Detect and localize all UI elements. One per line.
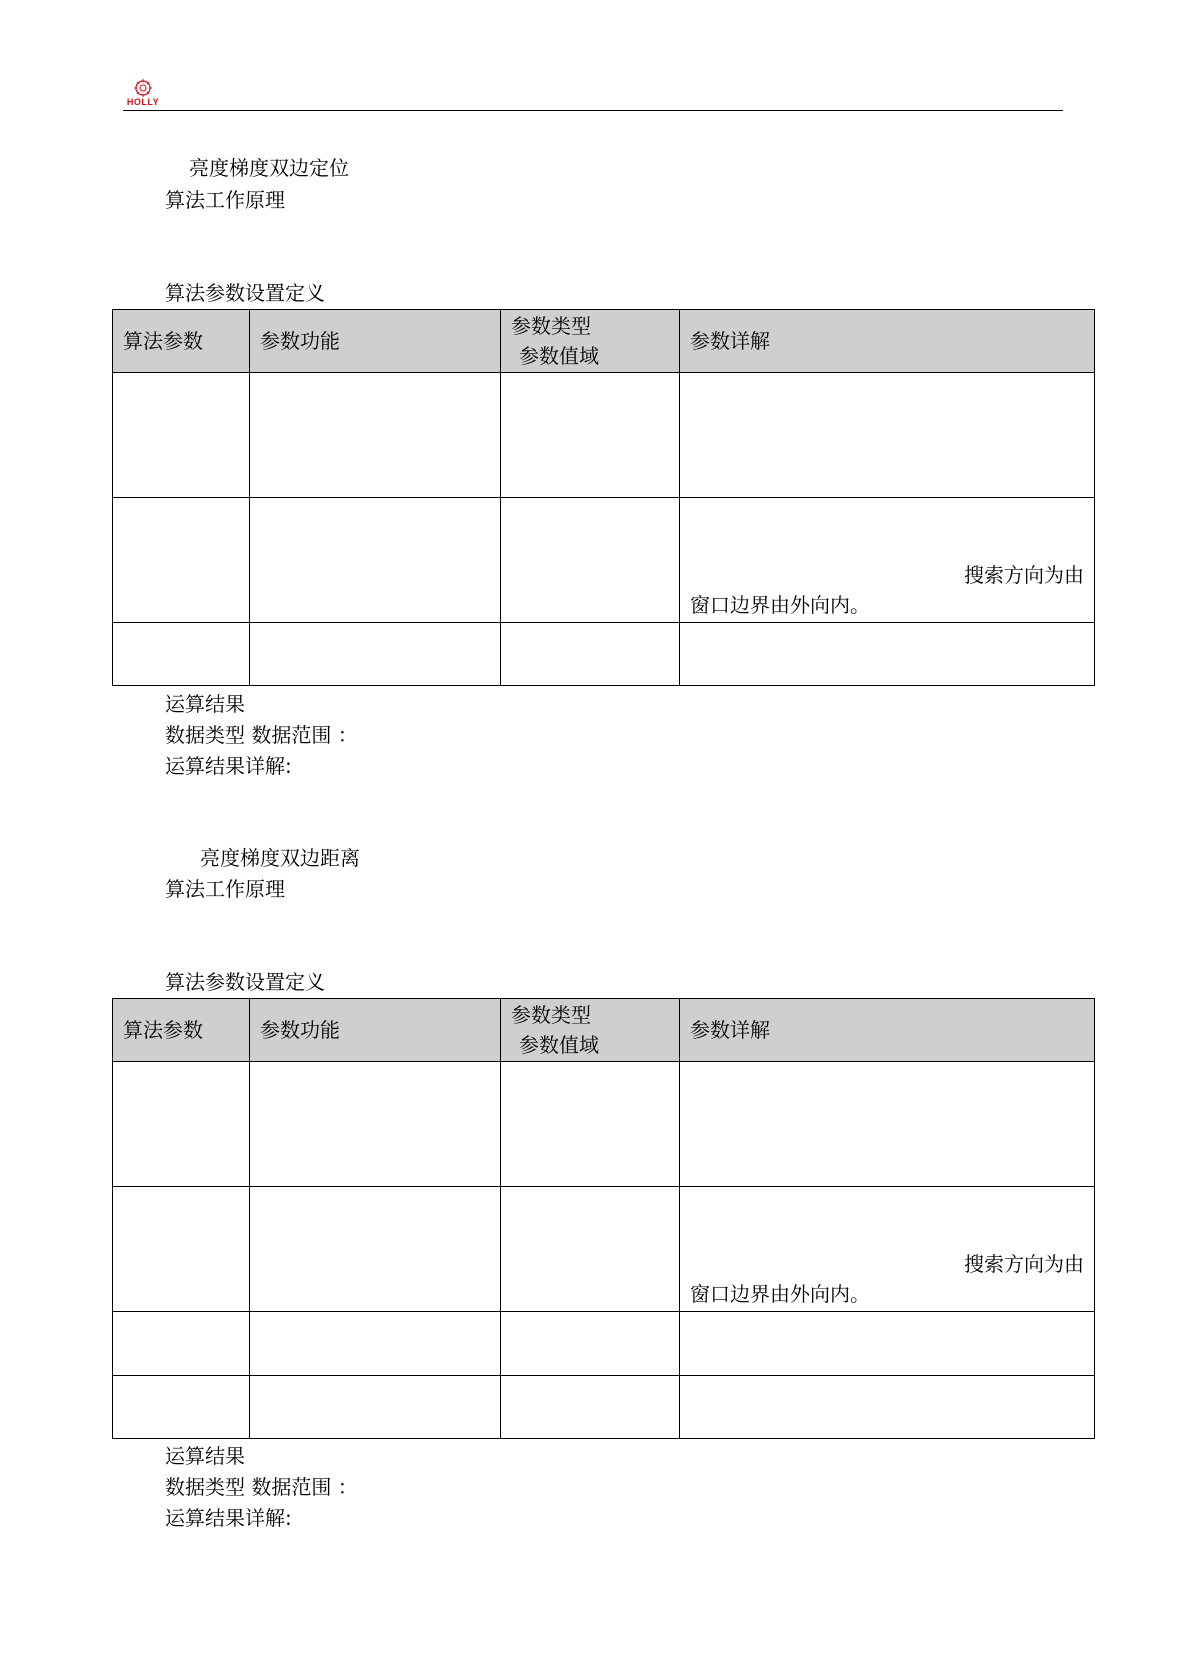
logo-brand-text: HOLLY <box>126 97 160 107</box>
table-cell <box>250 1312 501 1376</box>
table-cell <box>113 1062 250 1187</box>
table-cell <box>113 498 250 623</box>
table-cell <box>250 1187 501 1312</box>
header-algorithm-param: 算法参数 <box>113 999 250 1062</box>
table-cell <box>250 623 501 686</box>
section2-title: 亮度梯度双边距离 <box>200 846 360 870</box>
table-cell <box>680 373 1095 498</box>
header-param-range: 参数值域 <box>519 1033 599 1057</box>
section1-datatype-label: 数据类型 数据范围 ： <box>165 723 358 747</box>
section2-datatype-label: 数据类型 数据范围 ： <box>165 1475 358 1499</box>
table-cell <box>250 373 501 498</box>
table-cell <box>113 1187 250 1312</box>
detail-search-direction: 搜索方向为由 <box>964 1252 1084 1276</box>
table-cell <box>680 1062 1095 1187</box>
section1-title: 亮度梯度双边定位 <box>189 156 349 180</box>
table-row <box>113 623 1095 686</box>
table-cell <box>113 1312 250 1376</box>
section2-principle-label: 算法工作原理 <box>165 877 285 901</box>
table-cell <box>680 1312 1095 1376</box>
table-row <box>113 1312 1095 1376</box>
detail-window-boundary: 窗口边界由外向内。 <box>690 593 870 617</box>
table-cell <box>501 1062 680 1187</box>
section1-principle-label: 算法工作原理 <box>165 188 285 212</box>
header-rule <box>123 110 1063 111</box>
table-row <box>113 1376 1095 1439</box>
header-algorithm-param: 算法参数 <box>113 310 250 373</box>
table-cell <box>113 373 250 498</box>
table-cell <box>113 1376 250 1439</box>
header-param-detail: 参数详解 <box>680 310 1095 373</box>
header-param-function: 参数功能 <box>250 310 501 373</box>
header-param-detail: 参数详解 <box>680 999 1095 1062</box>
table-header-row <box>113 310 1095 373</box>
header-param-function: 参数功能 <box>250 999 501 1062</box>
section1-params-label: 算法参数设置定义 <box>165 281 325 305</box>
table-cell <box>250 1062 501 1187</box>
table-cell-detail <box>680 498 1095 623</box>
table-row <box>113 1187 1095 1312</box>
table-row <box>113 498 1095 623</box>
header-param-type: 参数类型 <box>511 314 591 338</box>
header-param-type-range <box>501 310 680 373</box>
header-param-type-range <box>501 999 680 1062</box>
header-param-range: 参数值域 <box>519 344 599 368</box>
table-cell <box>501 1376 680 1439</box>
section2-param-table <box>112 998 1095 1439</box>
table-cell <box>501 373 680 498</box>
detail-search-direction: 搜索方向为由 <box>964 563 1084 587</box>
company-logo <box>123 78 163 108</box>
section2-result-label: 运算结果 <box>165 1444 245 1468</box>
header-param-type: 参数类型 <box>511 1003 591 1027</box>
table-cell <box>680 623 1095 686</box>
table-header-row <box>113 999 1095 1062</box>
detail-window-boundary: 窗口边界由外向内。 <box>690 1282 870 1306</box>
table-cell <box>501 498 680 623</box>
table-cell <box>113 623 250 686</box>
table-cell <box>250 498 501 623</box>
table-cell <box>501 1187 680 1312</box>
table-cell <box>501 623 680 686</box>
table-row <box>113 1062 1095 1187</box>
section1-result-detail-label: 运算结果详解: <box>165 754 292 778</box>
section2-params-label: 算法参数设置定义 <box>165 970 325 994</box>
section1-param-table <box>112 309 1095 686</box>
table-row <box>113 373 1095 498</box>
table-cell <box>680 1376 1095 1439</box>
section1-result-label: 运算结果 <box>165 692 245 716</box>
table-cell <box>250 1376 501 1439</box>
section2-result-detail-label: 运算结果详解: <box>165 1506 292 1530</box>
table-cell <box>501 1312 680 1376</box>
table-cell-detail <box>680 1187 1095 1312</box>
